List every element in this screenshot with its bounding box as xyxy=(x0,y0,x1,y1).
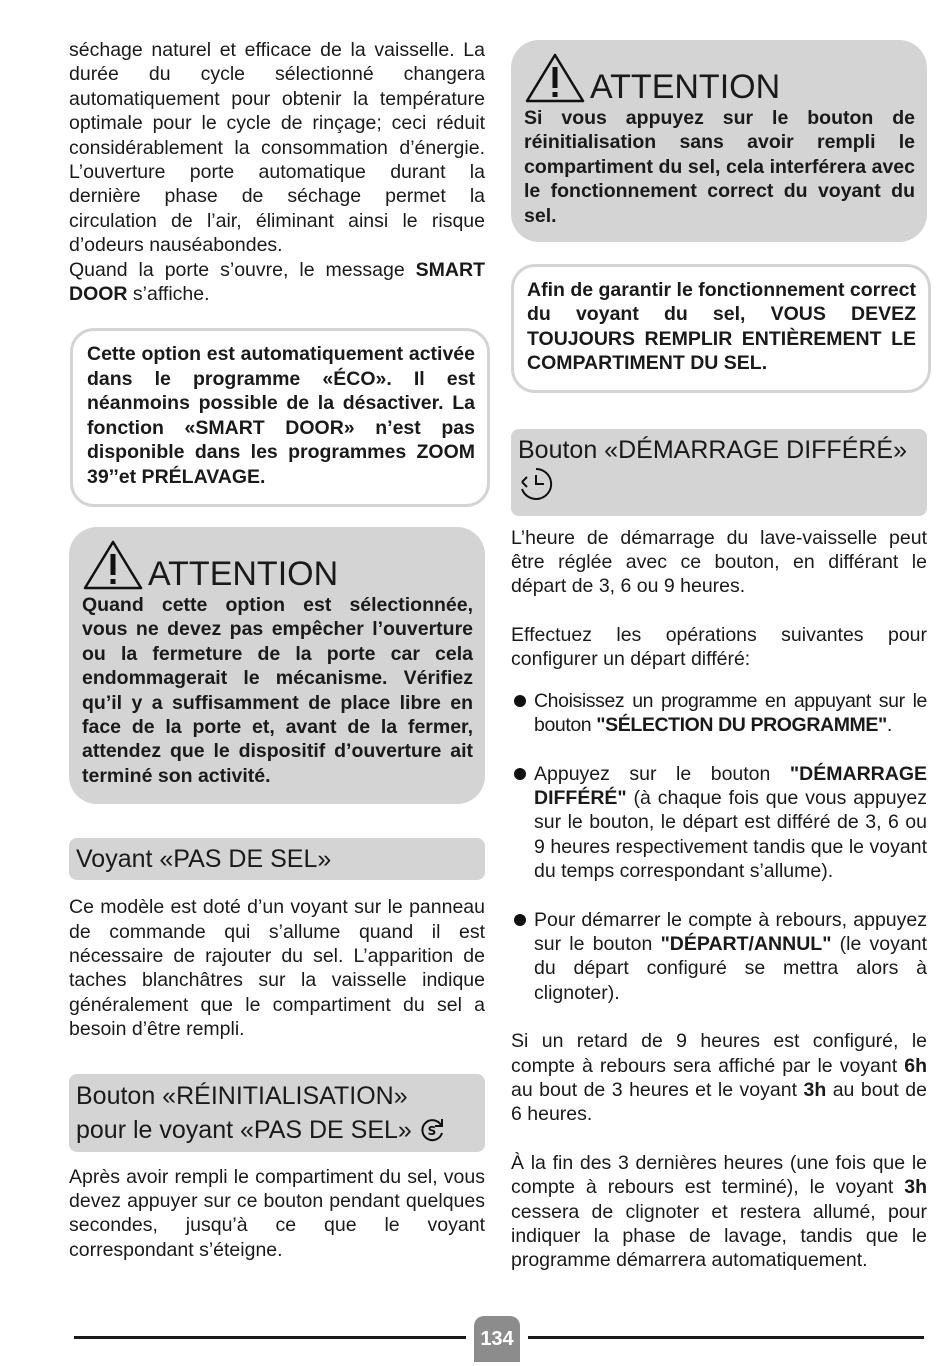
info-text: Afin de garantir le fonctionnement correct du voyant du sel, VOUS DEVEZ TOUJOURS REMPLIR ENTIÈREMENT LE COMPARTIMENT DU SEL. xyxy=(527,279,916,375)
delay-paragraph-2: Effectuez les opérations suivantes pour configurer un départ différé: xyxy=(511,623,927,671)
attention-box-reset xyxy=(511,40,927,242)
attention-text: Quand cette option est sélectionnée, vous ne devez pas empêcher l’ouverture ou la fermeture de la porte car cela endommagerait le mécanisme. Vérifiez qu’il y a suffisamment de place libre en face de la porte et, avant de la fermer, attendez que le dispositif d’ouverture ait terminé son activité. xyxy=(82,593,473,787)
salt-info-box xyxy=(511,264,931,393)
section-heading-salt: Voyant «PAS DE SEL» xyxy=(69,838,485,880)
intro-paragraph: séchage naturel et efficace de la vaisselle. La durée du cycle sélectionné changera automatiquement pour obtenir la température optimale pour le cycle de rinçage; ceci réduit considérablement la consommation d’énergie. L’ouverture porte automatique durant la dernière phase de séchage permet la circulation de l’air, éliminant ainsi le risque d’odeurs nauséabondes. Quand la porte s’ouvre, le message SMART DOOR s’affiche. xyxy=(69,39,485,306)
delay-paragraph-4: À la fin des 3 dernières heures (une fois que le compte à rebours est terminé), le voyant 3h cessera de clignoter et restera allumé, pour indiquer la phase de lavage, tandis que le programme démarrera automatiquement. xyxy=(511,1151,927,1272)
bullet-icon xyxy=(514,914,526,926)
info-text: Cette option est automatiquement activée dans le programme «ÉCO». Il est néanmoins possible de la désactiver. La fonction «SMART DOOR» n’est pas disponible dans les programmes ZOOM 39’’et PRÉLAVAGE. xyxy=(87,343,475,488)
delay-paragraph-3: Si un retard de 9 heures est configuré, le compte à rebours sera affiché par le voyant 6h au bout de 3 heures et le voyant 3h au bout de 6 heures. xyxy=(511,1030,927,1126)
attention-box xyxy=(69,527,485,804)
footer-rule-left xyxy=(74,1336,466,1339)
attention-text: Si vous appuyez sur le bouton de réinitialisation sans avoir rempli le compartiment du sel, cela interférera avec le fonctionnement correct du voyant du sel. xyxy=(524,107,915,227)
delay-clock-icon xyxy=(518,467,556,501)
smart-door-info-box xyxy=(70,328,490,506)
right-column xyxy=(511,40,927,1273)
list-item: Choisissez un programme en appuyant sur le bouton "SÉLECTION DU PROGRAMME". xyxy=(511,689,927,738)
bullet-icon xyxy=(514,768,526,780)
warning-icon xyxy=(82,539,144,591)
warning-icon xyxy=(524,52,586,104)
page-footer xyxy=(74,1316,924,1366)
reset-salt-icon xyxy=(418,1116,446,1144)
bullet-icon xyxy=(514,695,526,707)
salt-paragraph: Ce modèle est doté d’un voyant sur le panneau de commande qui s’allume quand il est nécessaire de rajouter du sel. L’apparition de taches blanchâtres sur la vaisselle indique généralement que le compartiment du sel a besoin d’être rempli. xyxy=(69,896,485,1041)
section-heading-delay: Bouton «DÉMARRAGE DIFFÉRÉ» xyxy=(511,429,927,516)
reset-paragraph: Après avoir rempli le compartiment du sel, vous devez appuyer sur ce bouton pendant quelques secondes, jusqu’à ce que le voyant correspondant s’éteigne. xyxy=(69,1165,485,1261)
list-item: Appuyez sur le bouton "DÉMARRAGE DIFFÉRÉ" (à chaque fois que vous appuyez sur le bouton, le départ est différé de 3, 6 ou 9 heures respectivement tandis que le voyant du temps correspondant s’allume). xyxy=(511,762,927,884)
svg-text:S: S xyxy=(427,1123,437,1138)
attention-title: ATTENTION xyxy=(590,68,781,106)
section-heading-reset: Bouton «RÉINITIALISATION» pour le voyant «PAS DE SEL» S xyxy=(69,1074,485,1152)
footer-rule-right xyxy=(528,1336,924,1339)
list-item: Pour démarrer le compte à rebours, appuyez sur le bouton "DÉPART/ANNUL" (le voyant du départ configuré se mettra alors à clignoter). xyxy=(511,908,927,1006)
page-number: 134 xyxy=(474,1316,520,1362)
attention-title: ATTENTION xyxy=(148,554,339,593)
left-column xyxy=(69,38,485,1262)
delay-paragraph-1: L’heure de démarrage du lave-vaisselle peut être réglée avec ce bouton, en différant le départ de 3, 6 ou 9 heures. xyxy=(511,526,927,598)
